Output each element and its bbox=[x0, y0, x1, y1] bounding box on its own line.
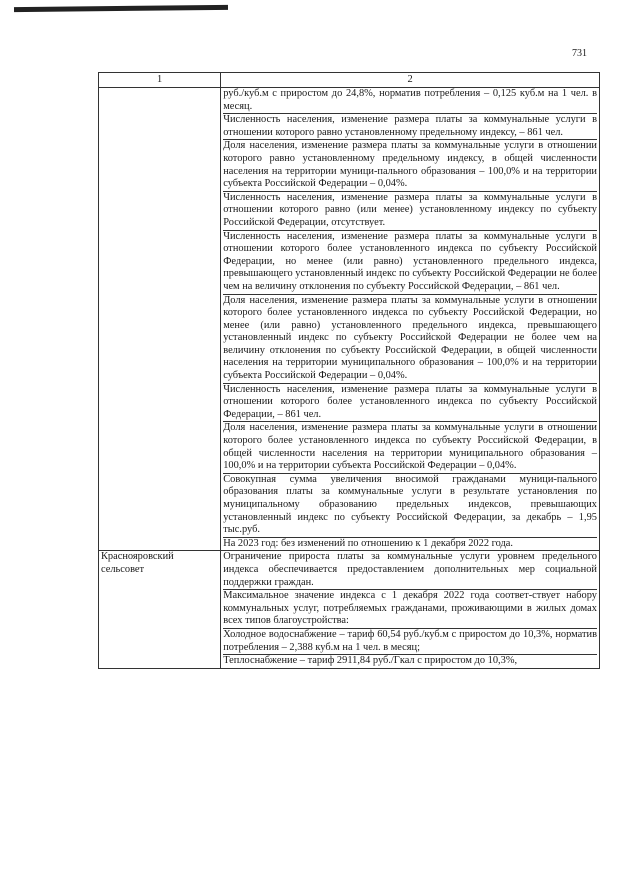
page-number: 731 bbox=[572, 48, 587, 59]
paragraph: Численность населения, изменение размера платы за коммунальные услуги в отношении которого равно установленному предельному индексу, – 861 чел. bbox=[223, 114, 597, 138]
paragraph: Численность населения, изменение размера платы за коммунальные услуги в отношении которого более установленного индекса по субъекту Российской Федерации, – 861 чел. bbox=[223, 383, 597, 420]
paragraph: Ограничение прироста платы за коммунальные услуги уровнем предельного индекса обеспечивается предоставлением дополнительных мер социальной поддержки граждан. bbox=[223, 551, 597, 588]
region-cell-empty bbox=[99, 88, 221, 551]
column-header-1: 1 bbox=[99, 73, 221, 88]
content-cell bbox=[221, 551, 600, 668]
column-header-2: 2 bbox=[221, 73, 600, 88]
header-row bbox=[99, 73, 600, 88]
paragraph: Совокупная сумма увеличения вносимой гражданами муници-пального образования платы за коммунальные услуги в результате установления по муниципальному образованию предельных индексов, превышающих установленный индекс по субъекту Российской Федерации, за декабрь – 1,95 тыс.руб. bbox=[223, 473, 597, 536]
paragraph: Доля населения, изменение размера платы за коммунальные услуги в отношении которого более установленного индекса по субъекту Российской Федерации, но менее (или равно) установленного предельного индекса, превышающего установленный индекс по субъекту Российской Федерации не более чем на величину отклонения по субъекту Российской Федерации, в общей численности населения на территории муниципального образования – 100,0% и на территории субъекта Российской Федерации – 0,04%. bbox=[223, 294, 597, 382]
paragraph: Доля населения, изменение размера платы за коммунальные услуги в отношении которого равно установленному предельному индексу, в общей численности населения на территории муници-пального образования – 100,0% и на территории субъекта Российской Федерации – 0,04%. bbox=[223, 140, 597, 190]
region-name: Краснояровский сельсовет bbox=[99, 551, 221, 668]
content-cell bbox=[221, 88, 600, 551]
paragraph: Доля населения, изменение размера платы за коммунальные услуги в отношении которого более установленного индекса по субъекту Российской Федерации, в общей численности населения на территории муниципального образования – 100,0% и на территории субъекта Российской Федерации – 0,04%. bbox=[223, 422, 597, 472]
document-table bbox=[98, 72, 600, 669]
paragraph: Теплоснабжение – тариф 2911,84 руб./Гкал с приростом до 10,3%, bbox=[223, 654, 597, 668]
paragraph: руб./куб.м с приростом до 24,8%, норматив потребления – 0,125 куб.м на 1 чел. в месяц. bbox=[223, 88, 597, 112]
paragraph: Холодное водоснабжение – тариф 60,54 руб./куб.м с приростом до 10,3%, норматив потребления – 2,388 куб.м на 1 чел. в месяц; bbox=[223, 628, 597, 653]
table-row bbox=[99, 88, 600, 551]
paragraph: Максимальное значение индекса с 1 декабря 2022 года соответ-ствует набору коммунальных услуг, потребляемых гражданами, проживающими в жилых домах всех типов благоустройства: bbox=[223, 590, 597, 627]
table-row bbox=[99, 551, 600, 668]
paragraph: Численность населения, изменение размера платы за коммунальные услуги в отношении которого равно (или менее) установленному индексу по субъекту Российской Федерации, отсутствует. bbox=[223, 191, 597, 228]
paragraph: На 2023 год: без изменений по отношению к 1 декабря 2022 года. bbox=[223, 537, 597, 551]
scan-edge-bar bbox=[14, 5, 228, 12]
paragraph: Численность населения, изменение размера платы за коммунальные услуги в отношении которого более установленного индекса по субъекту Российской Федерации, но менее (или равно) установленного предельного индекса, превышающего установленный индекс по субъекту Российской Федерации не более чем на величину отклонения по субъекту Российской Федерации, – 861 чел. bbox=[223, 230, 597, 292]
